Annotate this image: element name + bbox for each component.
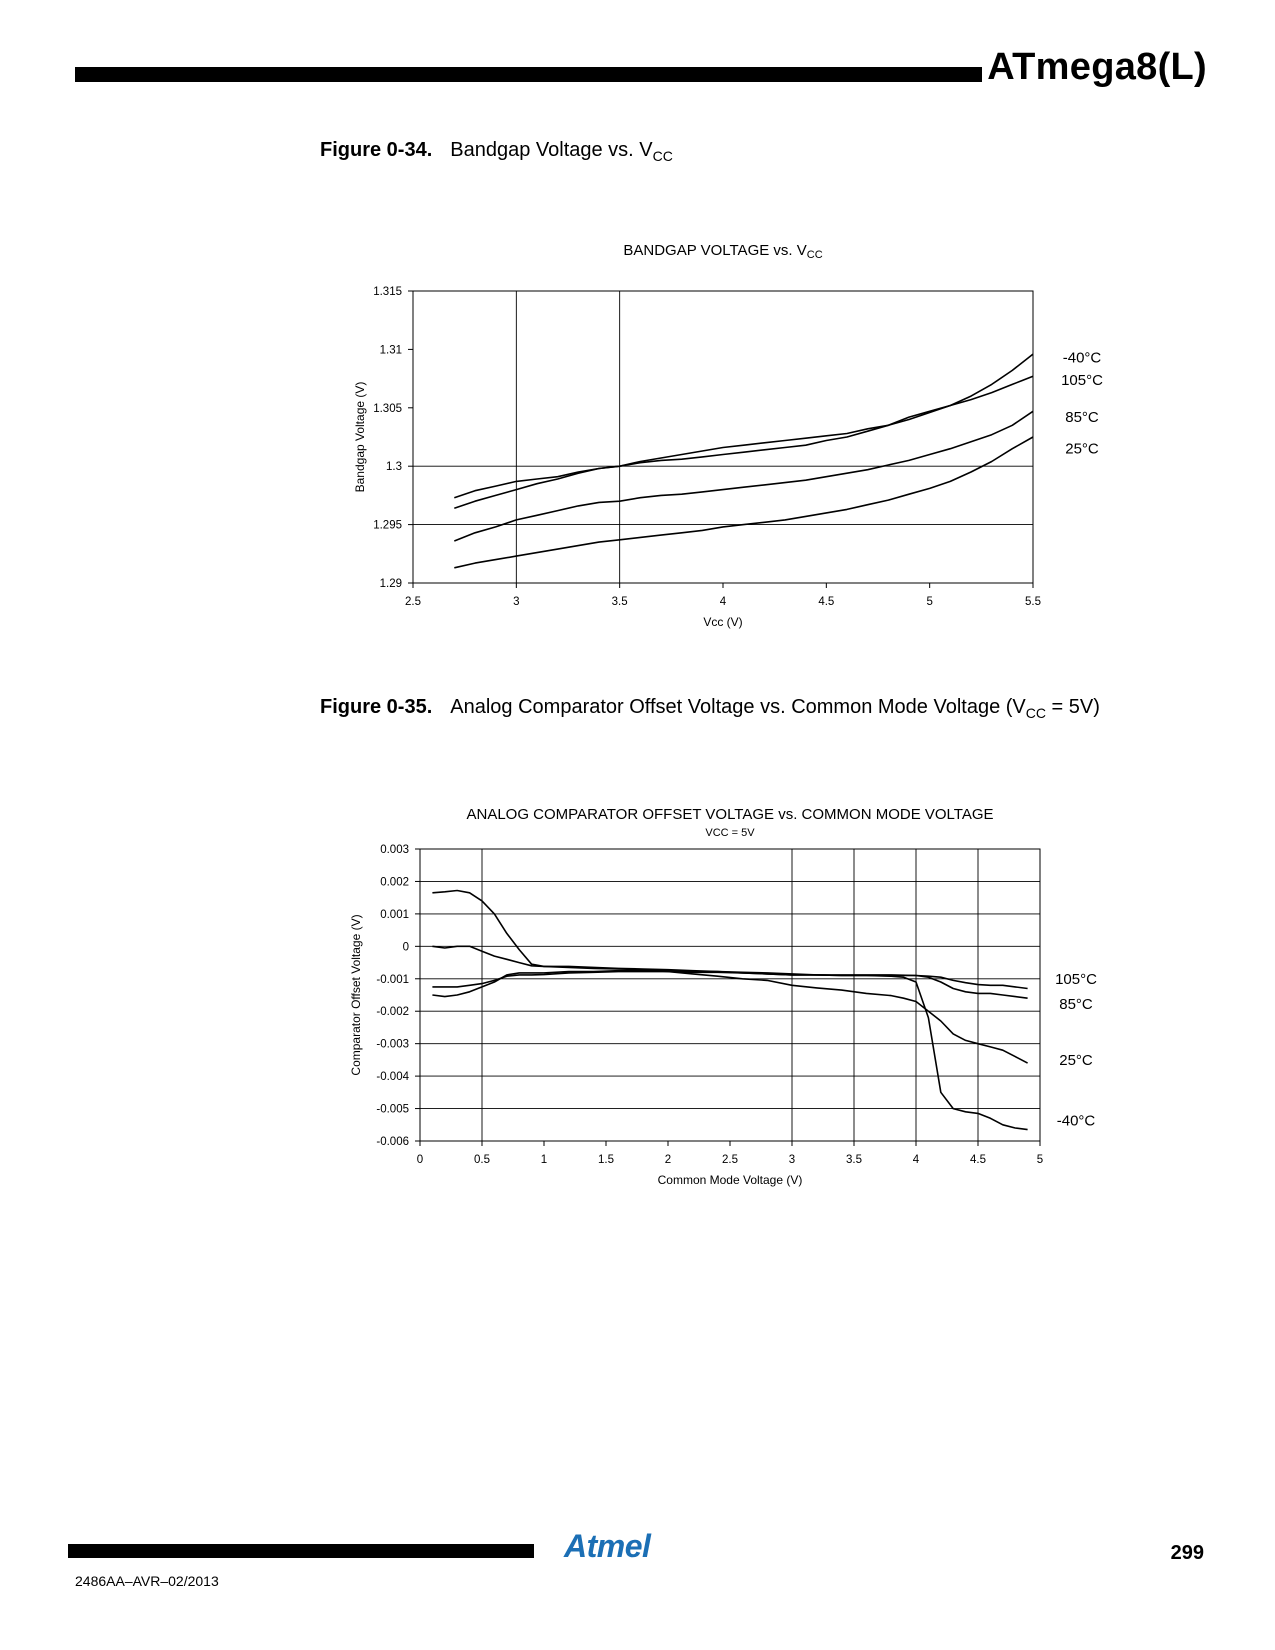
bandgap-chart [0, 230, 1275, 630]
series-line [454, 437, 1033, 568]
y-tick-label: 0.003 [380, 844, 409, 856]
y-tick-label: 1.315 [373, 286, 402, 298]
series-label: 105°C [1055, 970, 1097, 988]
series-label: 25°C [1059, 1051, 1093, 1069]
figure-caption-subscript: CC [1025, 705, 1046, 721]
y-tick-label: 1.295 [373, 519, 402, 532]
x-tick-label: 4 [912, 1154, 920, 1166]
x-tick-label: 4 [719, 596, 727, 608]
page-number: 299 [1170, 1542, 1204, 1564]
series-label: 85°C [1059, 996, 1093, 1014]
plot-frame [420, 849, 1040, 1141]
plot-frame [413, 291, 1033, 583]
x-tick-label: 1 [540, 1154, 548, 1166]
x-tick-label: 3.5 [846, 1154, 862, 1166]
figure-35-caption [320, 696, 1100, 721]
series-line [432, 972, 1027, 989]
series-line [432, 891, 1027, 1130]
x-tick-label: 5 [926, 596, 933, 608]
y-axis-label: Comparator Offset Voltage (V) [349, 914, 363, 1076]
y-tick-label: -0.003 [376, 1038, 409, 1051]
footer-rule [68, 1544, 534, 1558]
comparator-offset-chart [0, 780, 1275, 1200]
document-id: 2486AA–AVR–02/2013 [75, 1573, 219, 1589]
figure-34-caption [320, 139, 673, 164]
series-line [454, 411, 1033, 541]
chart-title: BANDGAP VOLTAGE vs. $V_{CC}$ [623, 242, 823, 261]
x-tick-label: 2.5 [405, 596, 421, 608]
x-axis-label: Vcc (V) [703, 615, 743, 629]
y-tick-label: 0.002 [380, 876, 409, 889]
x-tick-label: 0 [416, 1154, 424, 1166]
x-tick-label: 1.5 [598, 1154, 614, 1166]
figure-number: Figure 0-34. [320, 139, 433, 161]
figure-caption-subscript: CC [652, 148, 673, 164]
y-tick-label: -0.002 [376, 1006, 409, 1019]
chart-title-subscript: CC [806, 249, 823, 261]
x-tick-label: 3 [513, 596, 520, 608]
x-tick-label: 2.5 [722, 1154, 738, 1166]
x-tick-label: 3 [788, 1154, 796, 1166]
chart-title: ANALOG COMPARATOR OFFSET VOLTAGE vs. COMMON MODE VOLTAGE [466, 806, 994, 823]
y-tick-label: 1.31 [379, 344, 402, 357]
y-tick-label: -0.006 [376, 1136, 409, 1148]
atmel-logo: Atmel [564, 1528, 651, 1564]
x-tick-label: 5.5 [1025, 596, 1041, 608]
series-label: 105°C [1061, 371, 1103, 389]
series-line [432, 946, 1027, 1063]
x-tick-label: 2 [664, 1154, 672, 1166]
y-tick-label: -0.004 [376, 1071, 409, 1084]
x-tick-label: 5 [1036, 1154, 1044, 1166]
figure-caption-tail: = 5V) [1046, 696, 1100, 718]
y-tick-label: -0.005 [376, 1103, 409, 1116]
y-axis-label: Bandgap Voltage (V) [353, 381, 367, 493]
x-tick-label: 3.5 [611, 596, 628, 608]
y-tick-label: 1.3 [386, 461, 402, 474]
figure-number: Figure 0-35. [320, 696, 433, 718]
y-tick-label: 1.305 [373, 402, 402, 415]
series-label: 85°C [1065, 409, 1099, 427]
series-line [454, 376, 1033, 508]
chart-subtitle: VCC = 5V [705, 827, 755, 839]
figure-caption-text: Bandgap Voltage vs. V [450, 139, 653, 161]
document-title: ATmega8(L) [987, 46, 1207, 88]
header-rule [75, 67, 982, 82]
y-tick-label: 0 [402, 941, 409, 954]
x-tick-label: 0.5 [474, 1154, 490, 1166]
y-tick-label: 0.001 [380, 908, 409, 921]
y-tick-label: 1.29 [379, 578, 402, 590]
figure-caption-text: Analog Comparator Offset Voltage vs. Common Mode Voltage (V [450, 696, 1026, 718]
series-line [454, 354, 1033, 498]
series-label: -40°C [1056, 1112, 1096, 1130]
y-tick-label: -0.001 [376, 973, 409, 986]
series-label: 25°C [1065, 440, 1099, 458]
x-tick-label: 4.5 [970, 1154, 986, 1166]
series-label: -40°C [1062, 349, 1102, 367]
x-axis-label: Common Mode Voltage (V) [657, 1173, 803, 1187]
x-tick-label: 4.5 [818, 596, 835, 608]
